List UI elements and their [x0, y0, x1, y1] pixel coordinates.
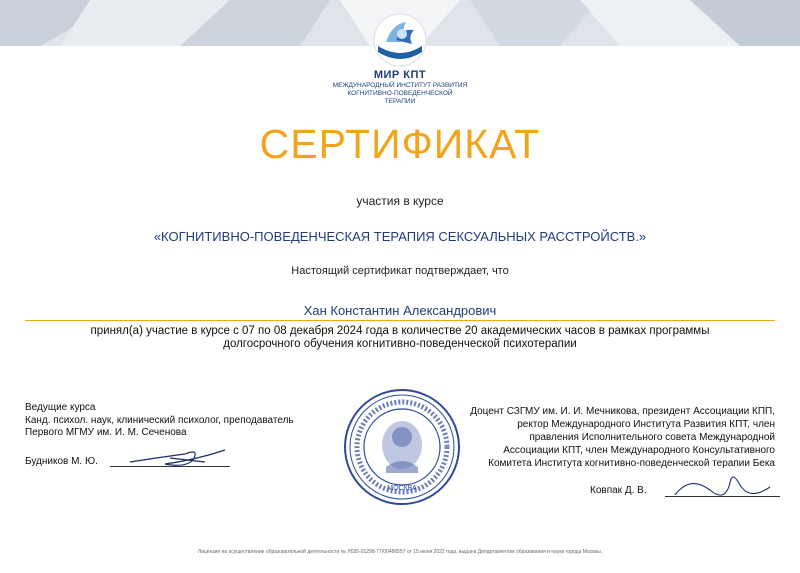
certificate-title: СЕРТИФИКАТ: [259, 121, 541, 167]
certificate-subtitle: участия в курсе: [356, 194, 444, 208]
recipient-underline: [25, 320, 775, 321]
confirmation-text: Настоящий сертификат подтверждает, что: [291, 265, 509, 277]
org-short-name: МИР КПТ: [373, 69, 427, 81]
course-name: «КОГНИТИВНО-ПОВЕДЕНЧЕСКАЯ ТЕРАПИЯ СЕКСУАЛЬНЫХ РАССТРОЙСТВ.»: [153, 229, 647, 244]
org-full-name: [325, 82, 475, 106]
left-signatory-title: [25, 402, 325, 440]
official-stamp: [342, 387, 462, 507]
right-signatory-name: Ковпак Д. В.: [590, 485, 647, 496]
org-full-name-line: КОГНИТИВНО-ПОВЕДЕНЧЕСКОЙ: [347, 90, 453, 97]
left-signatory-line: Первого МГМУ им. И. М. Сеченова: [25, 427, 187, 438]
left-signatory-name: Будников М. Ю.: [25, 456, 98, 467]
details-line: принял(а) участие в курсе с 07 по 08 декабря 2024 года в количестве 20 академических часов в рамках программы: [90, 325, 710, 337]
right-signatory-line: ректор Международного Института Развития КПТ, член: [517, 419, 775, 430]
org-full-name-line: МЕЖДУНАРОДНЫЙ ИНСТИТУТ РАЗВИТИЯ: [332, 82, 468, 89]
right-signatory-line: правления Исполнительного совета Международной: [529, 432, 775, 443]
left-signatory-line: Ведущие курса: [25, 402, 96, 413]
right-signatory-line: Доцент СЗГМУ им. И. И. Мечникова, президент Ассоциации КПП,: [470, 406, 775, 417]
right-signatory-line: Комитета Института когнитивно-поведенческой терапии Бека: [488, 458, 775, 469]
left-signature: [125, 440, 235, 470]
license-footer: Лицензия на осуществление образовательной деятельности № Л035-01298-77/00486557 от 15 июня 2022 года, выдана Департаментом образования и науки города Москвы.: [197, 549, 603, 555]
details-line: долгосрочного обучения когнитивно-поведенческой психотерапии: [223, 338, 577, 350]
right-signature: [670, 465, 780, 505]
recipient-name: Хан Константин Александрович: [303, 303, 497, 318]
right-signatory-line: Ассоциации КПТ, член Международного Консультативного: [503, 445, 775, 456]
institute-logo: [372, 12, 428, 68]
org-full-name-line: ТЕРАПИИ: [384, 98, 416, 105]
left-signatory-line: Канд. психол. наук, клинический психолог, преподаватель: [25, 414, 294, 426]
right-signatory-title: [455, 405, 775, 470]
stamp-city: МОСКВА: [387, 485, 417, 492]
participation-details: [70, 325, 730, 351]
